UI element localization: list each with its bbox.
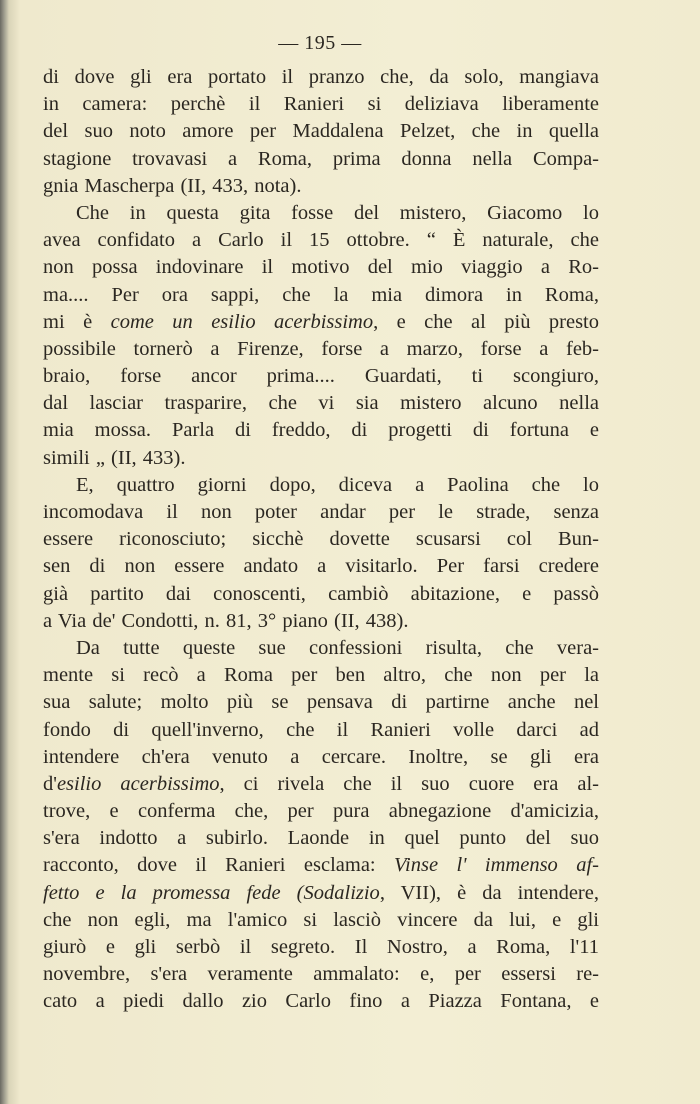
italic-text: fetto e la promessa fede (Sodalizio <box>43 881 380 904</box>
text-line <box>43 472 599 499</box>
text-segment: gnia Mascherpa (II, 433, nota). <box>43 174 302 197</box>
text-segment: avea confidato a Carlo il 15 ottobre. “ È naturale, che <box>43 229 599 252</box>
text-segment: mente si recò a Roma per ben altro, che non per la <box>43 664 599 687</box>
text-line <box>43 907 599 934</box>
text-segment: sen di non essere andato a visitarlo. Per farsi credere <box>43 555 599 578</box>
text-segment: possibile tornerò a Firenze, forse a marzo, forse a feb- <box>43 337 599 360</box>
text-line <box>43 581 599 608</box>
text-line <box>43 662 599 689</box>
text-segment: d' <box>43 772 57 795</box>
text-line <box>43 336 599 363</box>
text-segment: stagione trovavasi a Roma, prima donna nella Compa- <box>43 147 599 170</box>
text-segment: racconto, dove il Ranieri esclama: <box>43 854 395 877</box>
text-segment: non possa indovinare il motivo del mio viaggio a Ro- <box>43 256 599 279</box>
text-line <box>43 91 599 118</box>
paragraph <box>43 635 599 1016</box>
text-line <box>43 825 599 852</box>
text-segment: intendere ch'era venuto a cercare. Inoltre, se gli era <box>43 745 599 768</box>
text-line <box>43 526 599 553</box>
text-line <box>43 852 599 879</box>
text-line <box>43 146 599 173</box>
text-segment: mia mossa. Parla di freddo, di progetti di fortuna e <box>43 419 599 442</box>
text-segment: Da tutte queste sue confessioni risulta, che vera- <box>76 636 599 659</box>
text-line <box>43 717 599 744</box>
text-line <box>43 744 599 771</box>
text-segment: dal lasciar trasparire, che vi sia mistero alcuno nella <box>43 392 599 415</box>
text-segment: , e che al più presto <box>373 310 599 333</box>
text-segment: E, quattro giorni dopo, diceva a Paolina che lo <box>76 473 599 496</box>
text-line <box>43 390 599 417</box>
paragraph <box>43 64 599 200</box>
text-line <box>43 880 599 907</box>
text-segment: Che in questa gita fosse del mistero, Giacomo lo <box>76 201 599 224</box>
text-line <box>43 798 599 825</box>
text-line <box>43 689 599 716</box>
text-segment: incomodava il non poter andar per le strade, senza <box>43 501 599 523</box>
text-line <box>43 445 599 472</box>
text-segment: che non egli, ma l'amico si lasciò vincere da lui, e gli <box>43 908 599 931</box>
paragraph <box>43 472 599 635</box>
text-segment: mi è <box>43 310 111 333</box>
text-line <box>43 173 599 200</box>
text-segment: sua salute; molto più se pensava di partirne anche nel <box>43 691 599 714</box>
italic-text: Vinse l' immenso af- <box>394 854 599 877</box>
text-line <box>43 961 599 988</box>
text-line <box>43 282 599 309</box>
text-segment: , VII), è da intendere, <box>379 881 599 904</box>
text-segment: simili „ (II, 433). <box>43 446 186 469</box>
text-line <box>43 254 599 281</box>
text-segment: del suo noto amore per Maddalena Pelzet, che in quella <box>43 120 599 143</box>
text-segment: braio, forse ancor prima.... Guardati, ti scongiuro, <box>43 365 599 388</box>
text-line <box>43 309 599 336</box>
text-line <box>43 227 599 254</box>
text-line <box>43 771 599 798</box>
text-line <box>43 363 599 390</box>
text-segment: di dove gli era portato il pranzo che, da solo, mangiava <box>43 66 599 88</box>
text-line <box>43 118 599 145</box>
text-segment: cato a piedi dallo zio Carlo fino a Piazza Fontana, e <box>43 990 599 1013</box>
text-line <box>43 553 599 580</box>
text-line <box>43 200 599 227</box>
text-line <box>43 417 599 444</box>
text-segment: trove, e conferma che, per pura abnegazione d'amicizia, <box>43 800 599 823</box>
text-line <box>43 608 599 635</box>
italic-text: esilio acerbissimo <box>56 772 220 795</box>
text-segment: ma.... Per ora sappi, che la mia dimora in Roma, <box>43 283 599 306</box>
text-line <box>43 934 599 961</box>
page-number: — 195 — <box>278 32 362 54</box>
text-segment: novembre, s'era veramente ammalato: e, per essersi re- <box>43 963 599 986</box>
text-line <box>43 64 599 91</box>
text-segment: già partito dai conoscenti, cambiò abitazione, e passò <box>43 582 599 605</box>
text-segment: in camera: perchè il Ranieri si deliziava liberamente <box>43 93 599 116</box>
italic-text: come un esilio acerbissimo <box>110 310 374 333</box>
text-line <box>43 988 599 1015</box>
text-line <box>43 635 599 662</box>
text-segment: a Via de' Condotti, n. 81, 3° piano (II, 438). <box>43 609 409 632</box>
body-text <box>43 64 599 1016</box>
text-segment: fondo di quell'inverno, che il Ranieri volle darci ad <box>43 718 599 741</box>
text-segment: , ci rivela che il suo cuore era al- <box>219 772 599 795</box>
text-segment: essere riconosciuto; sicchè dovette scusarsi col Bun- <box>43 528 599 551</box>
text-line <box>43 499 599 526</box>
text-segment: giurò e gli serbò il segreto. Il Nostro, a Roma, l'11 <box>43 936 599 958</box>
paragraph <box>43 200 599 472</box>
text-segment: s'era indotto a subirlo. Laonde in quel punto del suo <box>43 827 599 850</box>
